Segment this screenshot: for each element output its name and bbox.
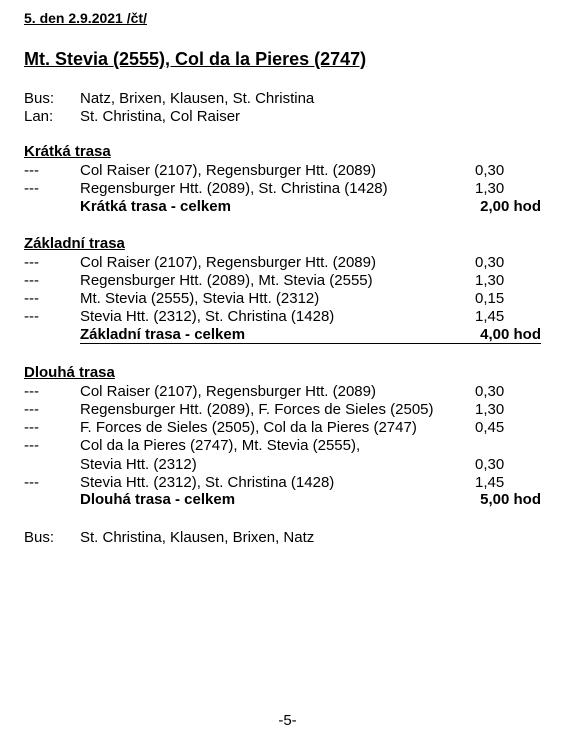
row-time: 1,30 [475, 272, 505, 289]
transport-value-lan: St. Christina, Col Raiser [80, 108, 241, 125]
row-time: 1,45 [475, 474, 505, 491]
total-underline [80, 343, 541, 344]
row-dash: --- [24, 401, 39, 418]
row-time: 1,30 [475, 180, 505, 197]
row-time: 0,30 [475, 254, 505, 271]
day-header: 5. den 2.9.2021 /čt/ [24, 10, 147, 26]
row-dash: --- [24, 254, 39, 271]
row-dash: --- [24, 474, 39, 491]
page-title: Mt. Stevia (2555), Col da la Pieres (2747) [24, 49, 367, 69]
row-dash: --- [24, 290, 39, 307]
row-description: Col Raiser (2107), Regensburger Htt. (2089) [80, 254, 376, 271]
row-description: Stevia Htt. (2312) [80, 456, 197, 473]
transport-label-lan: Lan: [24, 108, 54, 125]
total-time: 5,00 hod [480, 491, 541, 508]
row-dash: --- [24, 180, 39, 197]
row-description: Col Raiser (2107), Regensburger Htt. (2089) [80, 383, 376, 400]
row-time: 0,30 [475, 383, 505, 400]
row-dash: --- [24, 437, 39, 454]
transport-label-bus: Bus: [24, 90, 55, 107]
row-description: Mt. Stevia (2555), Stevia Htt. (2312) [80, 290, 320, 307]
row-description: Regensburger Htt. (2089), St. Christina (1428) [80, 180, 388, 197]
row-time: 0,45 [475, 419, 505, 436]
total-time: 4,00 hod [480, 326, 541, 343]
row-time: 0,30 [475, 456, 505, 473]
row-description: Col Raiser (2107), Regensburger Htt. (2089) [80, 162, 376, 179]
row-description: Stevia Htt. (2312), St. Christina (1428) [80, 308, 335, 325]
row-description: Stevia Htt. (2312), St. Christina (1428) [80, 474, 335, 491]
transport-value-bus-return: St. Christina, Klausen, Brixen, Natz [80, 529, 315, 546]
total-label: Dlouhá trasa - celkem [80, 491, 236, 508]
row-time: 1,45 [475, 308, 505, 325]
row-dash: --- [24, 272, 39, 289]
row-time: 1,30 [475, 401, 505, 418]
row-time: 0,30 [475, 162, 505, 179]
section-title-basic: Základní trasa [24, 235, 125, 252]
row-dash: --- [24, 419, 39, 436]
total-label: Základní trasa - celkem [80, 326, 246, 343]
total-time: 2,00 hod [480, 198, 541, 215]
row-dash: --- [24, 383, 39, 400]
row-dash: --- [24, 162, 39, 179]
row-description: F. Forces de Sieles (2505), Col da la Pieres (2747) [80, 419, 417, 436]
transport-value-bus: Natz, Brixen, Klausen, St. Christina [80, 90, 315, 107]
row-description: Regensburger Htt. (2089), F. Forces de Sieles (2505) [80, 401, 434, 418]
section-title-short: Krátká trasa [24, 143, 111, 160]
row-time: 0,15 [475, 290, 505, 307]
page-number: -5- [278, 712, 297, 729]
section-title-long: Dlouhá trasa [24, 364, 115, 381]
row-description: Regensburger Htt. (2089), Mt. Stevia (2555) [80, 272, 373, 289]
total-label: Krátká trasa - celkem [80, 198, 231, 215]
row-description: Col da la Pieres (2747), Mt. Stevia (2555), [80, 437, 361, 454]
row-dash: --- [24, 308, 39, 325]
transport-label-bus-return: Bus: [24, 529, 55, 546]
